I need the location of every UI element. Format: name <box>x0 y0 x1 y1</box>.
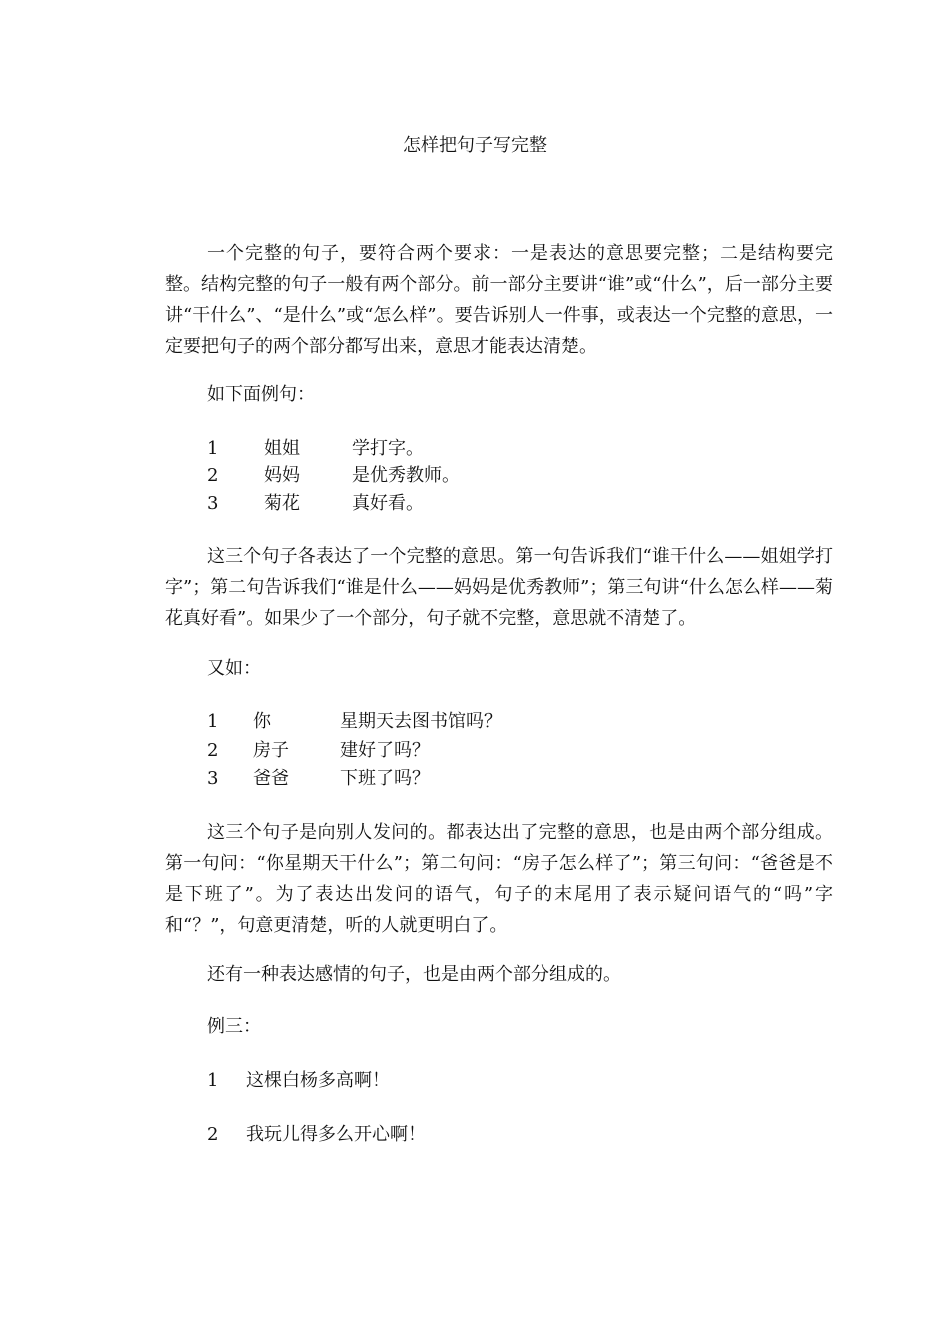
emotion-intro: 还有一种表达感情的句子，也是由两个部分组成的。 <box>207 964 621 985</box>
example-predicate: 真好看。 <box>352 493 424 514</box>
example-number: 2 <box>207 740 219 761</box>
example-subject: 你 <box>253 711 271 732</box>
example-predicate: 是优秀教师。 <box>352 465 460 486</box>
example-subject: 房子 <box>253 740 289 761</box>
example-number: 3 <box>207 768 219 789</box>
example-predicate: 建好了吗？ <box>340 740 430 761</box>
example-subject: 妈妈 <box>264 465 300 486</box>
example-number: 1 <box>207 1070 219 1091</box>
example-predicate: 学打字。 <box>352 438 424 459</box>
explain2-paragraph: 这三个句子是向别人发问的。都表达出了完整的意思，也是由两个部分组成。第一句问：“你星期天干什么”；第二句问：“房子怎么样了”；第三句问：“爸爸是不是下班了”。为了表达出发问的语气，句子的末尾用了表示疑问语气的“吗”字和“？”，句意更清楚，听的人就更明白了。 <box>165 822 833 936</box>
document-title: 怎样把句子写完整 <box>403 135 547 156</box>
intro-paragraph: 一个完整的句子，要符合两个要求：一是表达的意思要完整；二是结构要完整。结构完整的句子一般有两个部分。前一部分主要讲“谁”或“什么”，后一部分主要讲“干什么”、“是什么”或“怎么样”。要告诉别人一件事，或表达一个完整的意思，一定要把句子的两个部分都写出来，意思才能表达清楚。 <box>165 243 833 357</box>
example-number: 1 <box>207 711 219 732</box>
example-sentence: 我玩儿得多么开心啊！ <box>246 1124 426 1145</box>
example-number: 1 <box>207 438 219 459</box>
example-subject: 爸爸 <box>253 768 289 789</box>
example2-label: 又如： <box>207 658 261 679</box>
example1-label: 如下面例句： <box>207 384 315 405</box>
example3-label: 例三： <box>207 1016 261 1037</box>
example-predicate: 星期天去图书馆吗？ <box>340 711 502 732</box>
example-predicate: 下班了吗？ <box>340 768 430 789</box>
example-sentence: 这棵白杨多高啊！ <box>246 1070 390 1091</box>
example-number: 2 <box>207 1124 219 1145</box>
example-number: 3 <box>207 493 219 514</box>
example-subject: 姐姐 <box>264 438 300 459</box>
explain1-paragraph: 这三个句子各表达了一个完整的意思。第一句告诉我们“谁干什么——姐姐学打字”；第二句告诉我们“谁是什么——妈妈是优秀教师”；第三句讲“什么怎么样——菊花真好看”。如果少了一个部分，句子就不完整，意思就不清楚了。 <box>165 546 833 629</box>
example-number: 2 <box>207 465 219 486</box>
example-subject: 菊花 <box>264 493 300 514</box>
